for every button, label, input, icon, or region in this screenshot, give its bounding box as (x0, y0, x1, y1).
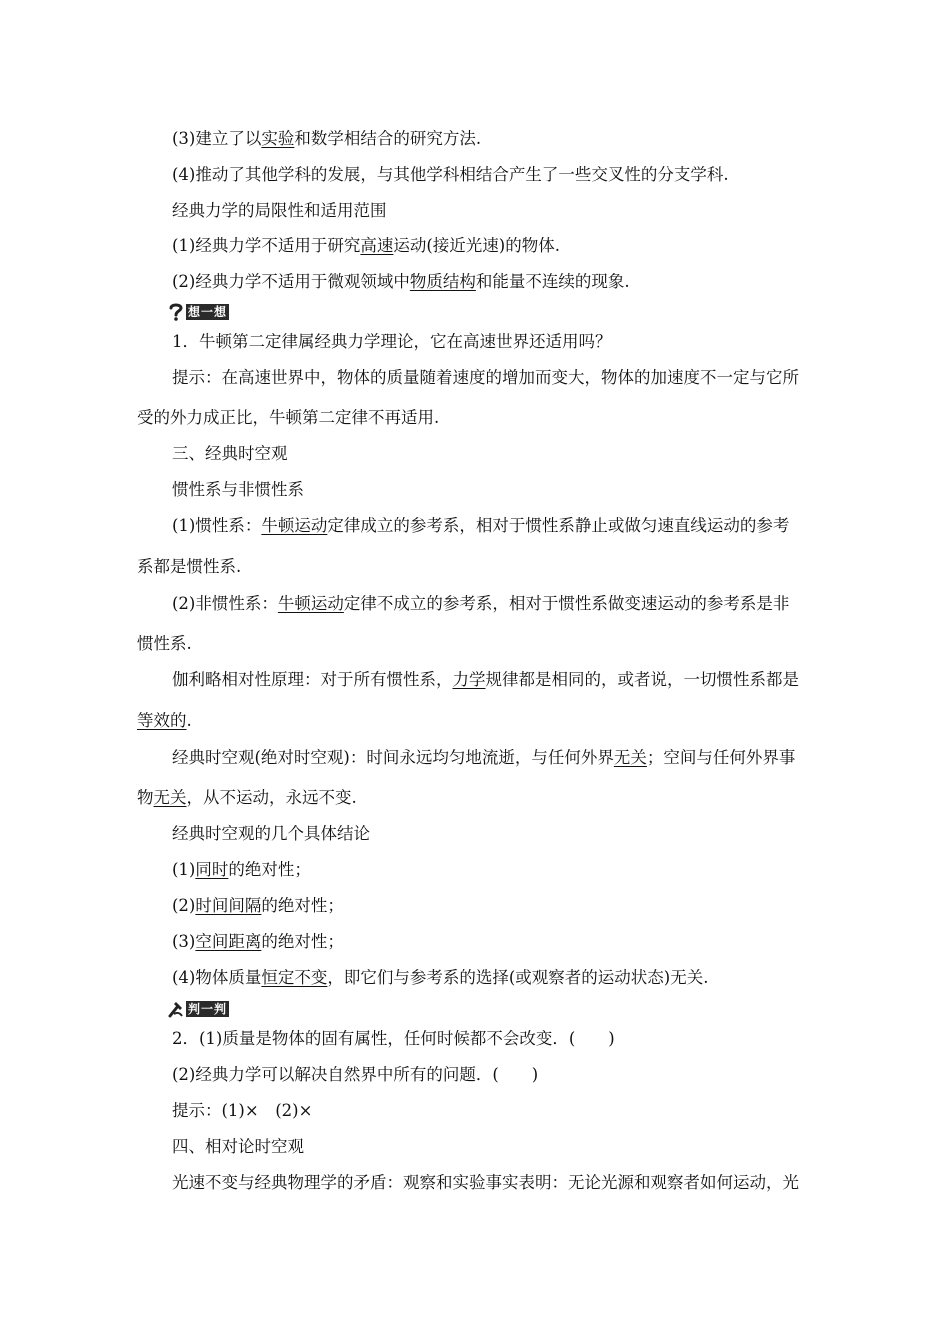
text-line: 提示：在高速世界中，物体的质量随着速度的增加而变大，物体的加速度不一定与它所 (172, 368, 799, 387)
text-span: 的绝对性； (228, 860, 311, 879)
text-line (172, 858, 311, 882)
underlined-term: 等效的 (137, 711, 187, 730)
underlined-term: 空间距离 (195, 932, 262, 951)
text-line: 光速不变与经典物理学的矛盾：观察和实验事实表明：无论光源和观察者如何运动，光 (172, 1173, 799, 1192)
text-line (137, 786, 357, 810)
text-span: 定律成立的参考系，相对于惯性系静止或做匀速直线运动的参考 (327, 516, 790, 535)
text-line: 惯性系. (137, 634, 192, 653)
text-line (172, 966, 709, 990)
question-line: 1．牛顿第二定律属经典力学理论，它在高速世界还适用吗？ (172, 332, 612, 351)
text-span: ，从不运动，永远不变. (186, 788, 357, 807)
underlined-term: 无关 (153, 788, 187, 807)
text-line (172, 746, 813, 770)
text-span: 物 (137, 788, 154, 807)
underlined-term: 时间间隔 (195, 896, 262, 915)
underlined-term: 物质结构 (409, 272, 476, 291)
underlined-term: 恒定不变 (261, 968, 328, 987)
text-span: (4)物体质量 (172, 968, 262, 987)
section-heading: 三、经典时空观 (172, 444, 288, 463)
section-heading: 惯性系与非惯性系 (172, 480, 304, 499)
text-span: (1) (172, 860, 196, 879)
gavel-icon (168, 1000, 184, 1018)
text-line (172, 514, 813, 538)
text-line: 受的外力成正比，牛顿第二定律不再适用. (137, 408, 440, 427)
think-badge (168, 303, 229, 321)
underlined-term: 同时 (195, 860, 229, 879)
text-span: 和数学相结合的研究方法. (294, 129, 482, 148)
text-line: 系都是惯性系. (137, 557, 242, 576)
text-span: 的绝对性； (261, 896, 344, 915)
text-line (172, 930, 344, 954)
text-line (172, 270, 630, 294)
badge-label: 想一想 (188, 305, 228, 319)
text-span: ；空间与任何外界事 (646, 748, 796, 767)
text-line (172, 894, 344, 918)
question-line: (2)经典力学可以解决自然界中所有的问题．( ) (172, 1065, 539, 1084)
section-heading: 经典时空观的几个具体结论 (172, 824, 370, 843)
section-heading: 经典力学的局限性和适用范围 (172, 201, 387, 220)
question-mark-icon (168, 303, 184, 321)
text-span: . (186, 711, 192, 730)
question-line: 2．(1)质量是物体的固有属性，任何时候都不会改变．( ) (172, 1029, 615, 1048)
text-span: 定律不成立的参考系，相对于惯性系做变速运动的参考系是非 (343, 594, 790, 613)
section-heading: 四、相对论时空观 (172, 1137, 304, 1156)
answer-line: 提示：(1)× (2)× (172, 1101, 313, 1120)
text-span: (3) (172, 932, 196, 951)
judge-badge (168, 1000, 229, 1018)
underlined-term: 牛顿运动 (277, 594, 344, 613)
text-span: 运动(接近光速)的物体. (393, 236, 560, 255)
text-line (137, 709, 192, 733)
underlined-term: 力学 (452, 670, 486, 689)
text-span: 的绝对性； (261, 932, 344, 951)
text-line (172, 234, 560, 258)
text-span: 和能量不连续的现象. (475, 272, 630, 291)
text-span: (2) (172, 896, 196, 915)
underlined-term: 实验 (261, 129, 295, 148)
underlined-term: 牛顿运动 (261, 516, 328, 535)
text-line (172, 668, 813, 692)
text-span: 经典时空观(绝对时空观)：时间永远均匀地流逝，与任何外界 (172, 748, 614, 767)
text-line: (4)推动了其他学科的发展，与其他学科相结合产生了一些交叉性的分支学科. (172, 165, 729, 184)
underlined-term: 无关 (613, 748, 647, 767)
text-span: 规律都是相同的，或者说，一切惯性系都是 (485, 670, 799, 689)
text-span: ，即它们与参考系的选择(或观察者的运动状态)无关. (327, 968, 709, 987)
underlined-term: 高速 (360, 236, 394, 255)
text-line (172, 592, 813, 616)
badge-label: 判一判 (188, 1002, 228, 1016)
text-span: (2)非惯性系： (172, 594, 278, 613)
text-span: (1)经典力学不适用于研究 (172, 236, 361, 255)
text-span: (2)经典力学不适用于微观领域中 (172, 272, 410, 291)
text-line (172, 127, 481, 151)
text-span: 伽利略相对性原理：对于所有惯性系， (172, 670, 453, 689)
text-span: (3)建立了以 (172, 129, 262, 148)
text-span: (1)惯性系： (172, 516, 262, 535)
